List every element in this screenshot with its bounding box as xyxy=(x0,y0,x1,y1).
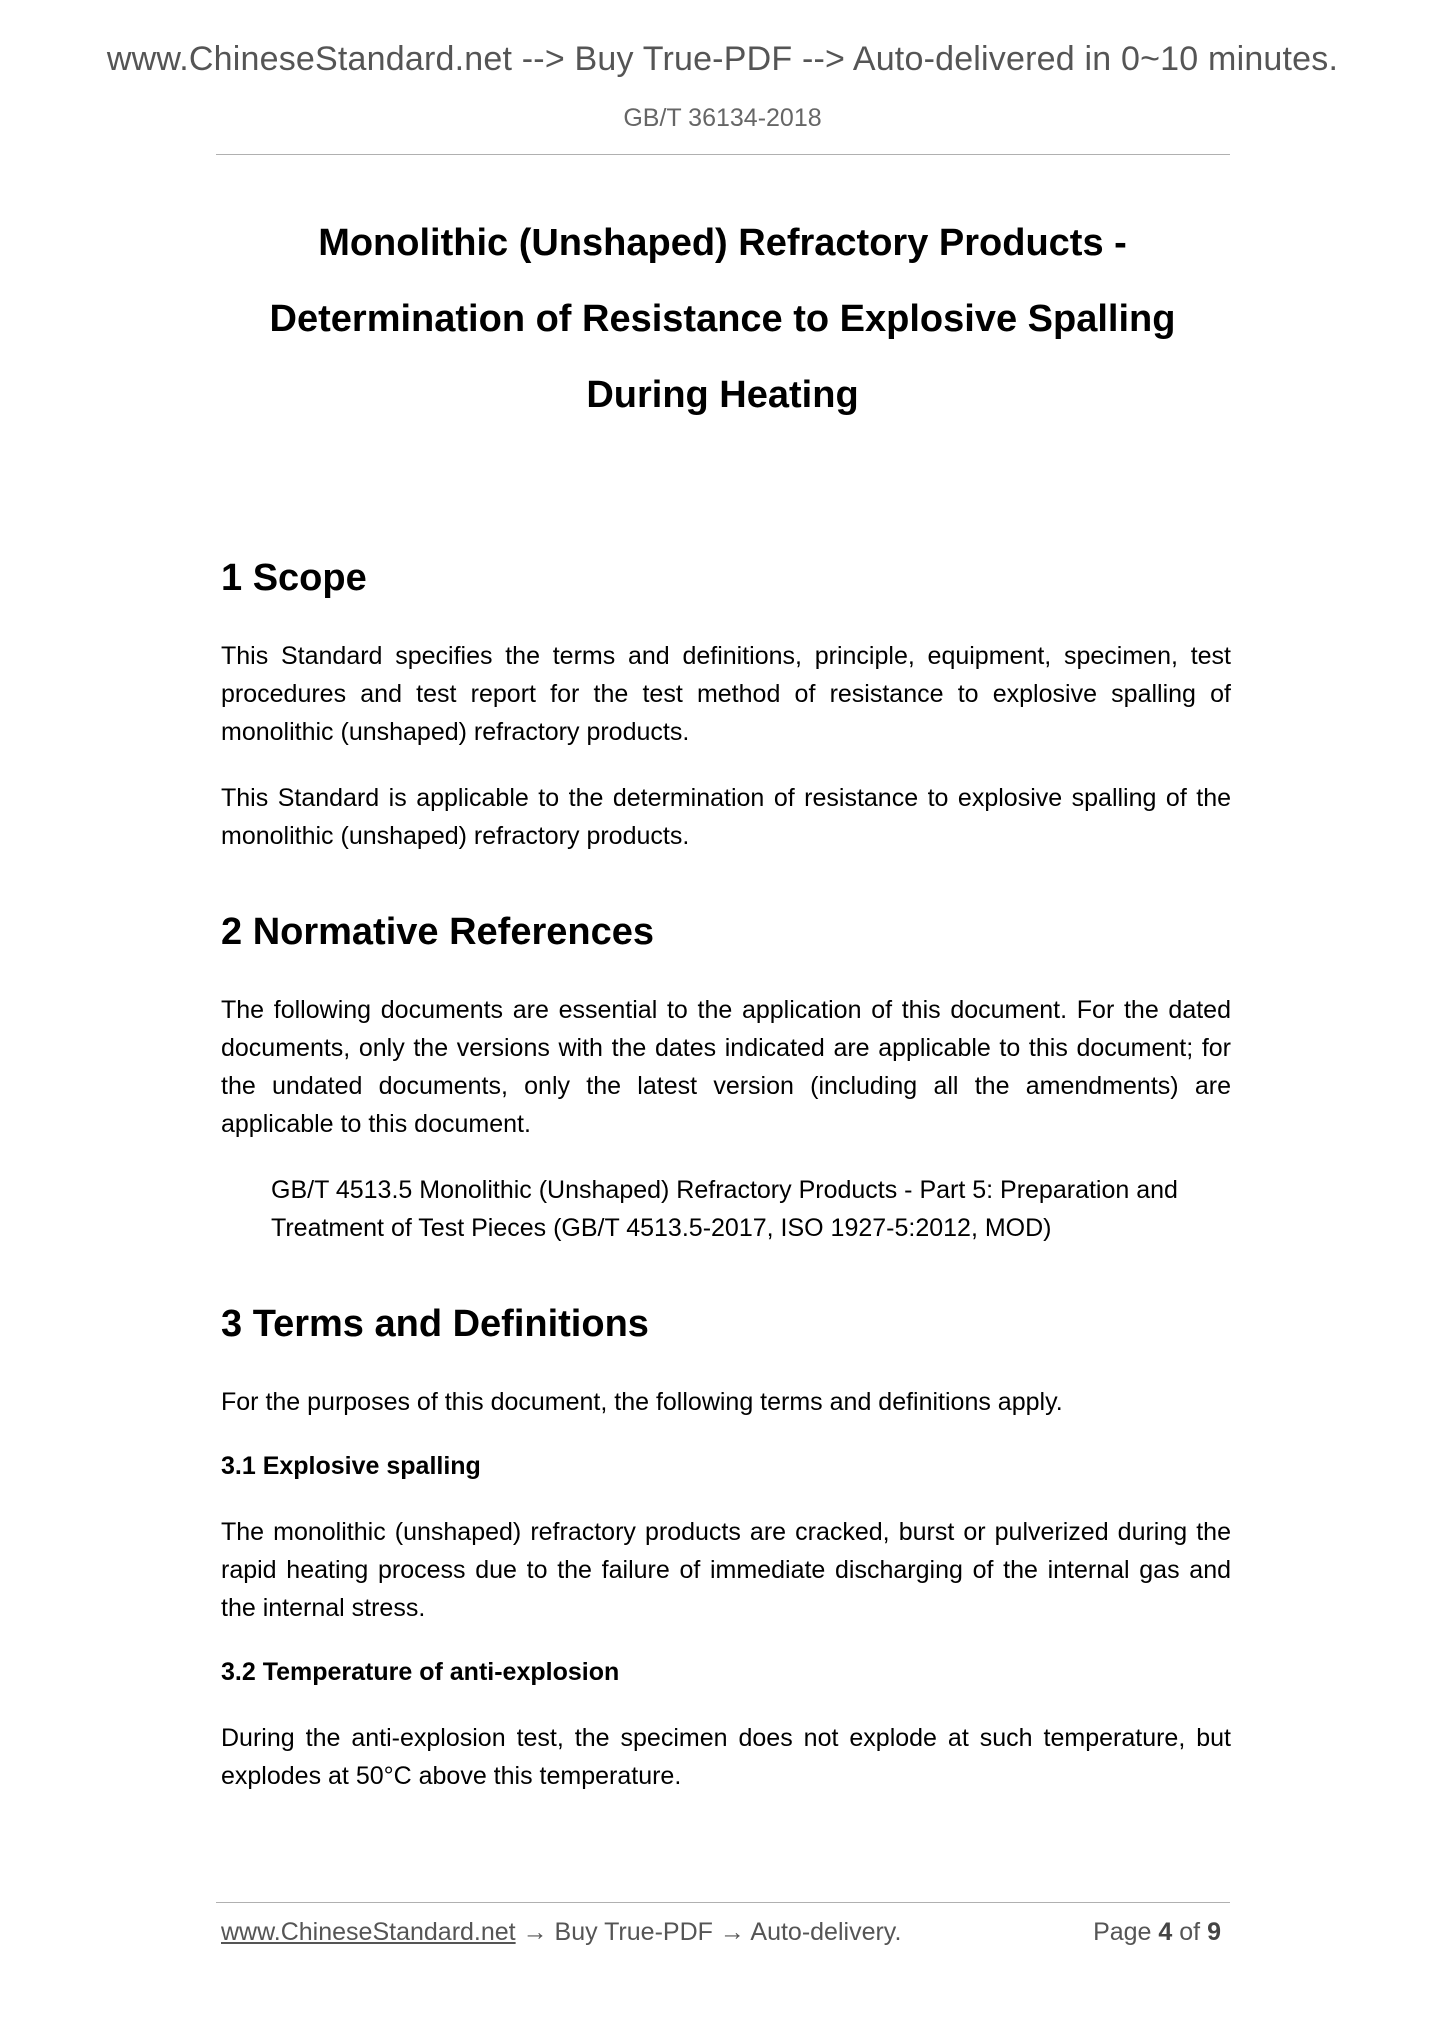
title-line-3: During Heating xyxy=(586,374,859,416)
term-definition-explosive-spalling: The monolithic (unshaped) refractory products are cracked, burst or pulverized during the rapid heating process due to the failure of immediate discharging of the internal gas and the internal stress. xyxy=(221,1518,1231,1622)
footer-links xyxy=(221,1918,901,1947)
term-heading-anti-explosion-temperature: 3.2 Temperature of anti-explosion xyxy=(221,1658,620,1686)
header-banner: www.ChineseStandard.net --> Buy True-PDF --> Auto-delivered in 0~10 minutes. xyxy=(106,40,1339,78)
normative-reference-item: GB/T 4513.5 Monolithic (Unshaped) Refractory Products - Part 5: Preparation and Treatment of Test Pieces (GB/T 4513.5-2017, ISO 1927-5:2012, MOD) xyxy=(271,1176,1178,1242)
section-heading-terms: 3 Terms and Definitions xyxy=(221,1303,649,1345)
term-heading-explosive-spalling: 3.1 Explosive spalling xyxy=(221,1452,481,1480)
page-total: 9 xyxy=(1207,1918,1221,1946)
normative-paragraph-1: The following documents are essential to the application of this document. For the dated documents, only the versions with the dates indicated are applicable to this document; for the undated documents, only the latest version (including all the amendments) are applicable to this document. xyxy=(221,996,1231,1138)
title-line-1: Monolithic (Unshaped) Refractory Products - xyxy=(318,222,1127,264)
scope-paragraph-1: This Standard specifies the terms and definitions, principle, equipment, specimen, test procedures and test report for the test method of resistance to explosive spalling of monolithic (unshaped) refractory products. xyxy=(221,642,1231,746)
title-line-2: Determination of Resistance to Explosive Spalling xyxy=(269,298,1176,340)
standard-code: GB/T 36134-2018 xyxy=(623,104,822,132)
page-number xyxy=(1093,1918,1221,1947)
document-title xyxy=(160,205,1285,433)
document-body xyxy=(221,555,1231,1795)
footer-site-link[interactable]: www.ChineseStandard.net xyxy=(221,1918,516,1946)
header-divider xyxy=(216,154,1230,155)
section-heading-scope: 1 Scope xyxy=(221,557,367,599)
page-of-label: of xyxy=(1179,1918,1201,1946)
footer-trail-text: → Buy True-PDF → Auto-delivery. xyxy=(515,1918,902,1946)
term-definition-anti-explosion-temperature: During the anti-explosion test, the specimen does not explode at such temperature, but explodes at 50°C above this temperature. xyxy=(221,1724,1231,1790)
scope-paragraph-2: This Standard is applicable to the determination of resistance to explosive spalling of the monolithic (unshaped) refractory products. xyxy=(221,784,1231,850)
page-label: Page xyxy=(1093,1918,1152,1946)
section-heading-normative-references: 2 Normative References xyxy=(221,911,654,953)
page-current: 4 xyxy=(1158,1918,1173,1946)
footer-divider xyxy=(216,1902,1230,1903)
terms-intro-paragraph: For the purposes of this document, the following terms and definitions apply. xyxy=(221,1388,1063,1416)
